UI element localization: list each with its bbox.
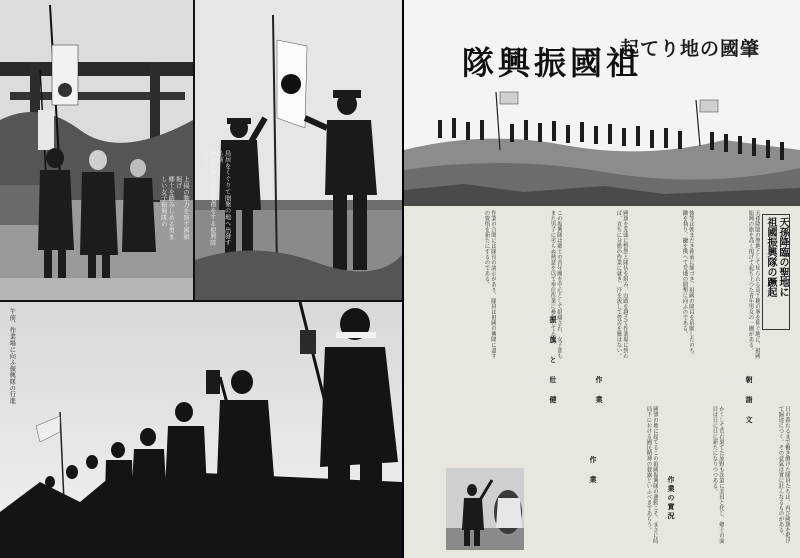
text-column-2: 彼等は朝まだき神前に額づき、祖國の隆昌を祈願したのち、鍬を執り、鎌を携へて荒地の開墾に向ふのである。 — [681, 210, 694, 359]
subhead-5: 作 業 — [589, 456, 598, 485]
caption-top-left: 上揚の動力を寫す國旗掲げ 鄕土を踏みしめる勇ましい女子振興隊の — [159, 176, 189, 240]
caption-top-middle: 鳥居をくぐりて開墾の地へ出發する前 神社の前で國旗敬禮をする振興隊員たち — [201, 150, 231, 246]
photo-women-marching — [0, 0, 193, 300]
article-body — [410, 206, 794, 552]
text-column-5: 作業の合間には隊長の訓示があり、隊員は祖國の興隆に盡すの覺悟を新たにするのである。 — [483, 210, 496, 359]
subhead-3: 振 旗 と 壯 健 — [549, 316, 558, 405]
photo-work-march — [0, 302, 402, 558]
subhead-2: 作 業 — [595, 376, 604, 405]
headline — [456, 28, 766, 82]
article-title-box: 天孫降臨の聖地に 祖國振興隊の蹶起 — [762, 214, 790, 330]
caption-bottom-left: 午前、作業場に向ふ振興隊の行進 — [8, 308, 16, 404]
text-column-8: 國肇の地に起てるこの祖國振興隊の運動こそ、まさに時局下における國民精神の發露といふべきであらう。 — [645, 406, 658, 544]
subhead-4: 作業の實況 — [667, 476, 676, 521]
headline-line1: 起てり地の國肇 — [619, 38, 760, 60]
headline-line2: 隊興振國祖 — [462, 44, 643, 82]
text-column-6: 日の暮れるまで働き續けた隊員たちは、再び國旗を掲げて歸途につく。その意氣は實に壯んなるものがある。 — [777, 406, 790, 544]
photo-inset-worker — [446, 468, 524, 550]
text-column-1: 天孫降臨の聖地として知られる高千穗の峯を仰ぐ地に、祖國振興の旗を高く掲げて起ち上つた青年男女の一團がある。 — [747, 210, 760, 359]
text-column-4: この振興隊は鄕土の青年團を中心として組織され、女子部もまた男子に劣らぬ熱意を以て奉仕作業に參加してゐる。 — [549, 210, 562, 359]
text-column-3: 國旗を先頭に整然と隊伍を組み、山路を越えて作業場に到れば、直ちに分擔の作業に就き、汗を流して勞苦を厭はない。 — [615, 210, 628, 359]
subhead-1: 朝 詣 文 — [745, 376, 754, 425]
photo-flag-salute — [195, 0, 402, 300]
right-page — [404, 0, 800, 558]
text-column-7: かくして荒れ果てた原野も次第に美田と化し、鄕土の面目は日に日に新たになりつつある。 — [711, 406, 724, 544]
